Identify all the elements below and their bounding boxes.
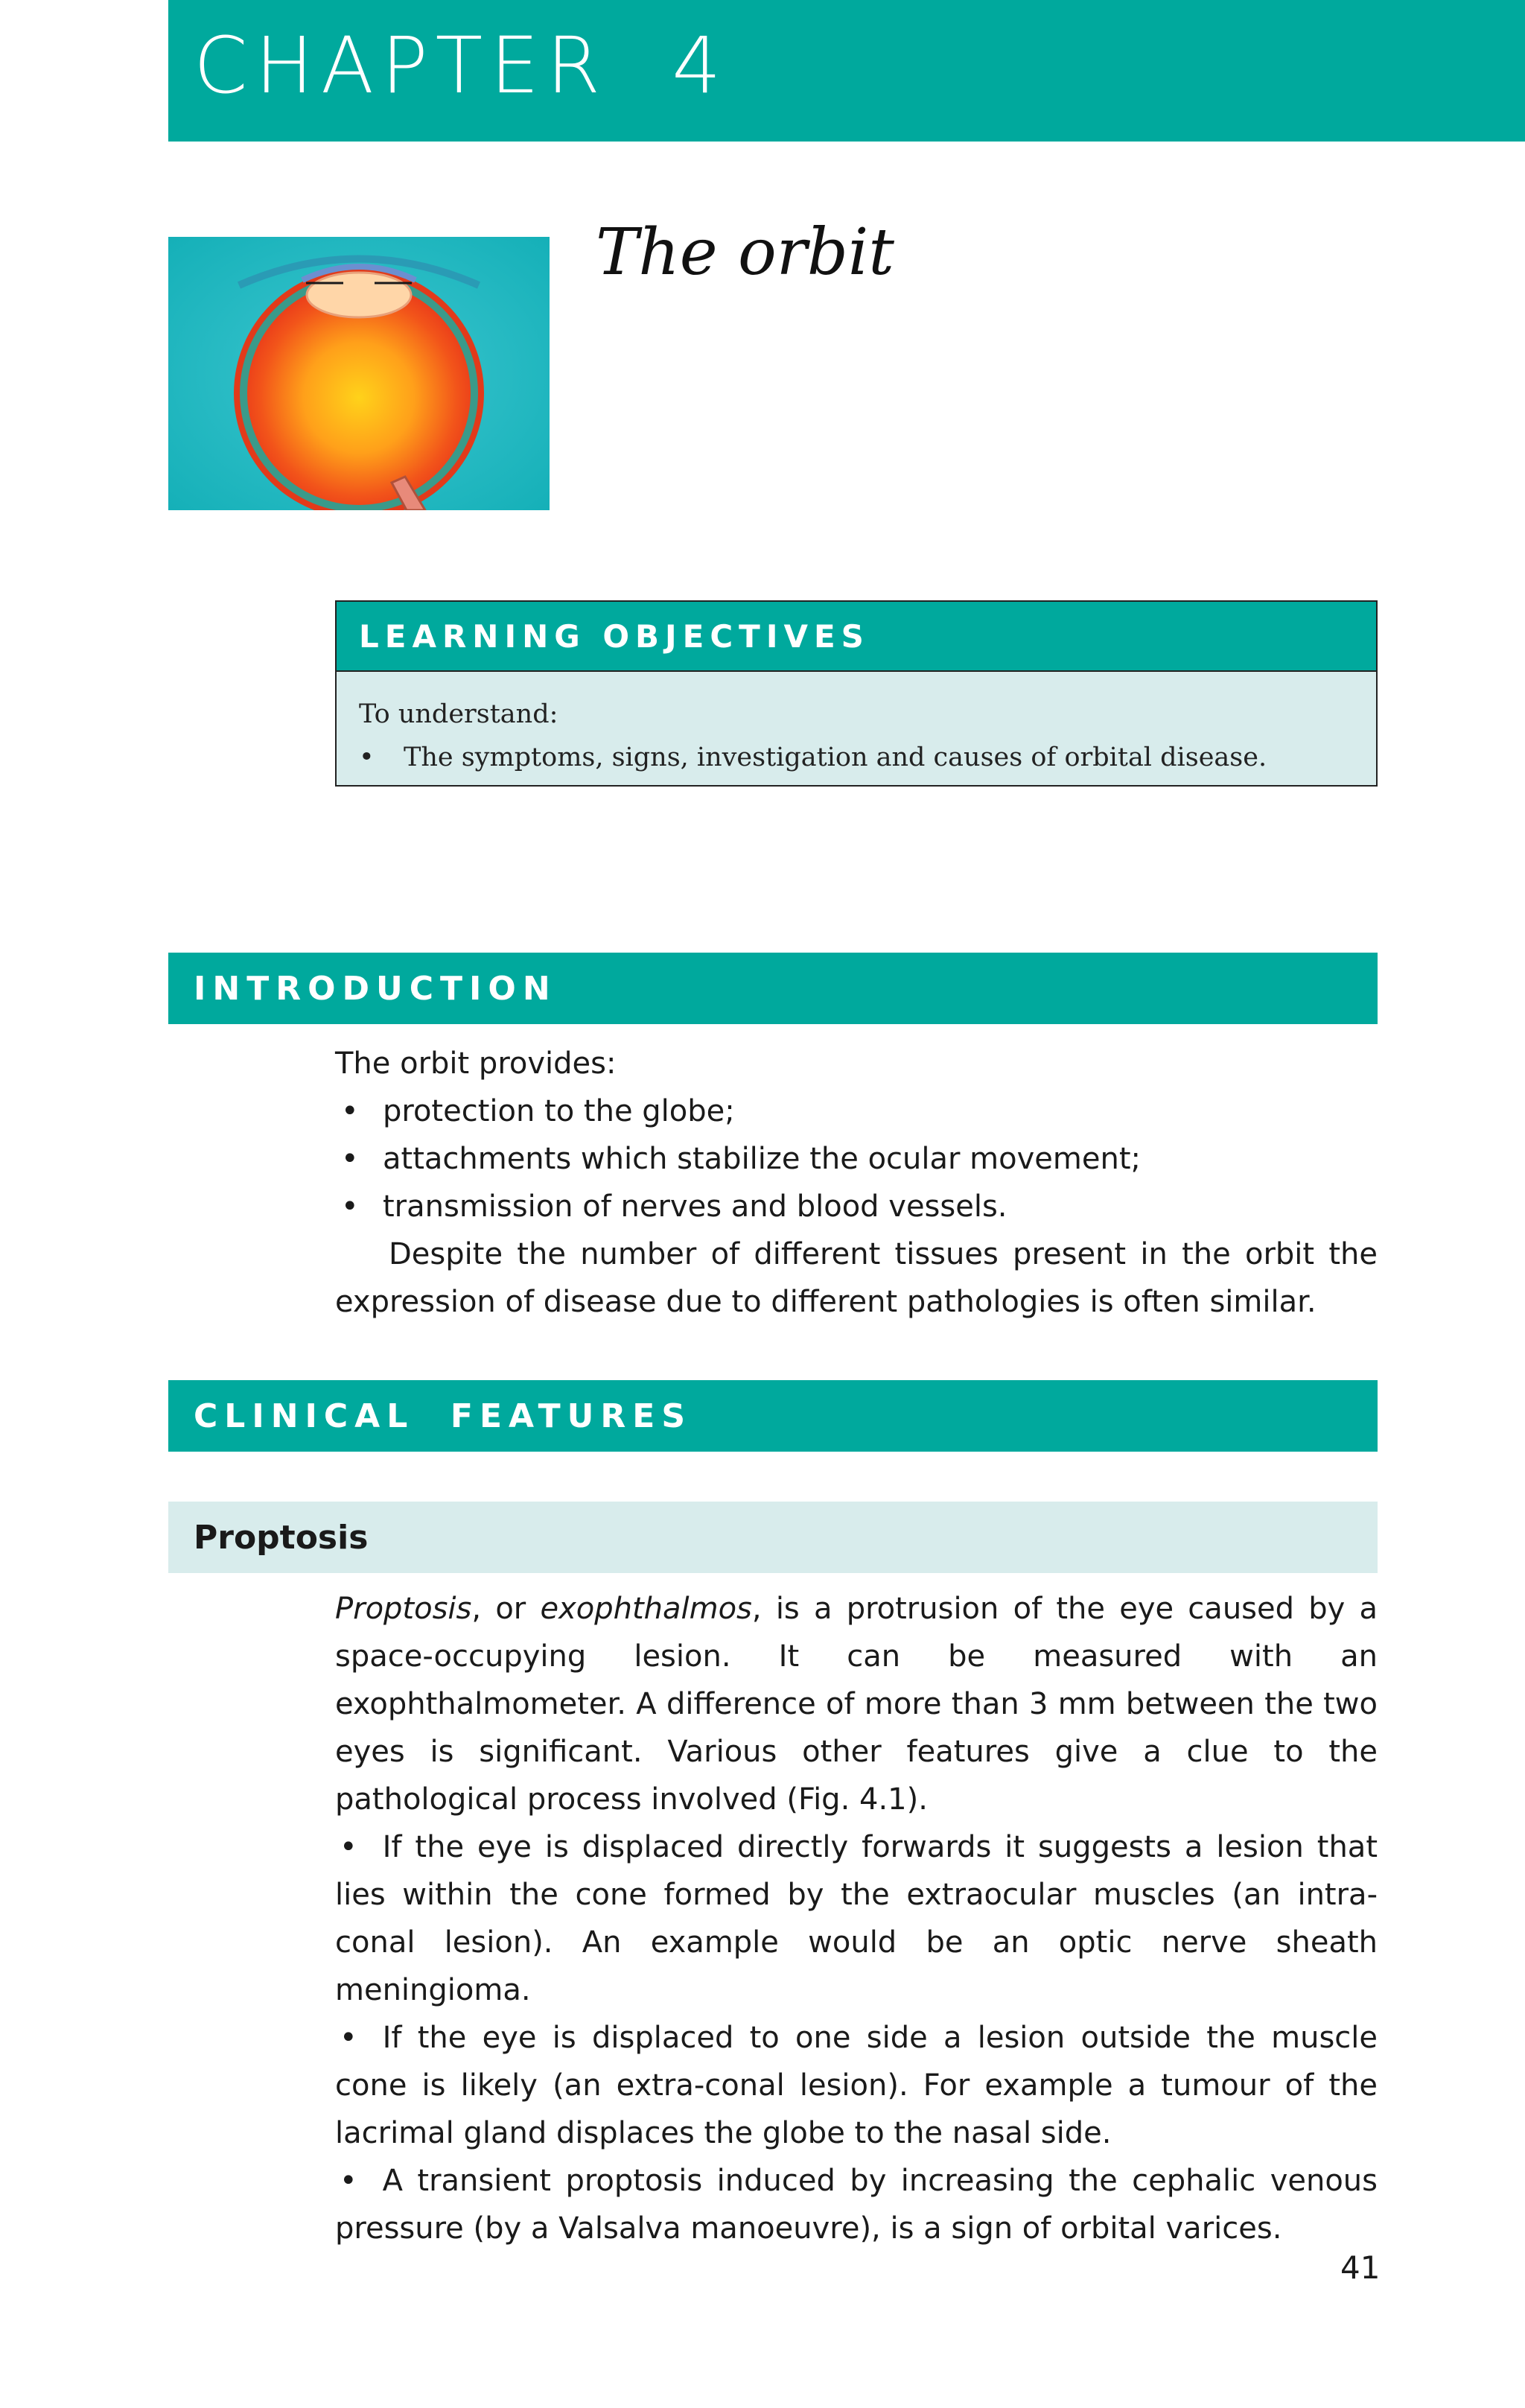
bullet-icon: • [341,1189,359,1224]
bullet-icon: • [341,1142,359,1176]
learning-objectives-intro: To understand: [359,699,558,729]
introduction-paragraph: Despite the number of different tissues present in the orbit the expression of disease due to different pathologies is often similar. [335,1237,1378,1319]
list-item [335,2157,1378,2252]
learning-objectives-header: LEARNING OBJECTIVES [337,602,1376,672]
bullet-icon: • [340,2021,357,2055]
section-header-clinical-features: CLINICAL FEATURES [168,1380,1378,1452]
introduction-bullet: attachments which stabilize the ocular movement; [383,1142,1141,1176]
bullet-icon: • [359,743,375,772]
chapter-heading: CHAPTER 4 [194,20,729,111]
bullet-icon: • [341,1094,359,1128]
proptosis-bullet: A transient proptosis induced by increasing the cephalic venous pressure (by a Valsalva manoeuvre), is a sign of orbital varices. [335,2164,1378,2246]
page-title: The orbit [596,215,894,290]
term-exophthalmos: exophthalmos [540,1592,752,1626]
list-item [335,2014,1378,2157]
learning-objectives-body [337,672,1376,779]
introduction-bullet: protection to the globe; [383,1094,735,1128]
learning-objective-text: The symptoms, signs, investigation and causes of orbital disease. [404,743,1267,772]
page-number: 41 [1340,2249,1381,2286]
bullet-icon: • [340,1830,357,1864]
list-item [335,1183,1378,1230]
text-fragment: , or [471,1592,541,1626]
learning-objectives-box [335,600,1378,787]
introduction-lead: The orbit provides: [335,1046,617,1081]
section-header-introduction: INTRODUCTION [168,953,1378,1024]
proptosis-paragraph [335,1585,1378,1823]
proptosis-text [335,1585,1378,2252]
bullet-icon: • [340,2164,357,2198]
list-item [335,1087,1378,1135]
list-item [335,1135,1378,1183]
list-item [335,1823,1378,2014]
list-item [359,736,1354,779]
eye-illustration [168,237,550,510]
introduction-bullet: transmission of nerves and blood vessels. [383,1189,1007,1224]
proptosis-bullet: If the eye is displaced to one side a lesion outside the muscle cone is likely (an extra-conal lesion). For example a tumour of the lacrimal gland displaces the globe to the nasal side. [335,2021,1378,2150]
term-proptosis: Proptosis [335,1592,472,1626]
proptosis-bullet: If the eye is displaced directly forwards it suggests a lesion that lies within the cone formed by the extraocular muscles (an intra-conal lesion). An example would be an optic nerve sheath meningioma. [335,1830,1378,2007]
subsection-header-proptosis: Proptosis [168,1502,1378,1573]
text-fragment: , is a protrusion of the eye caused by a space-occupying lesion. It can be measured with an exophthalmometer. A difference of more than 3 mm between the two eyes is significant. Various other features give a clue to the pathological process involved (Fig. 4.1). [335,1592,1378,1817]
introduction-text [335,1040,1378,1326]
